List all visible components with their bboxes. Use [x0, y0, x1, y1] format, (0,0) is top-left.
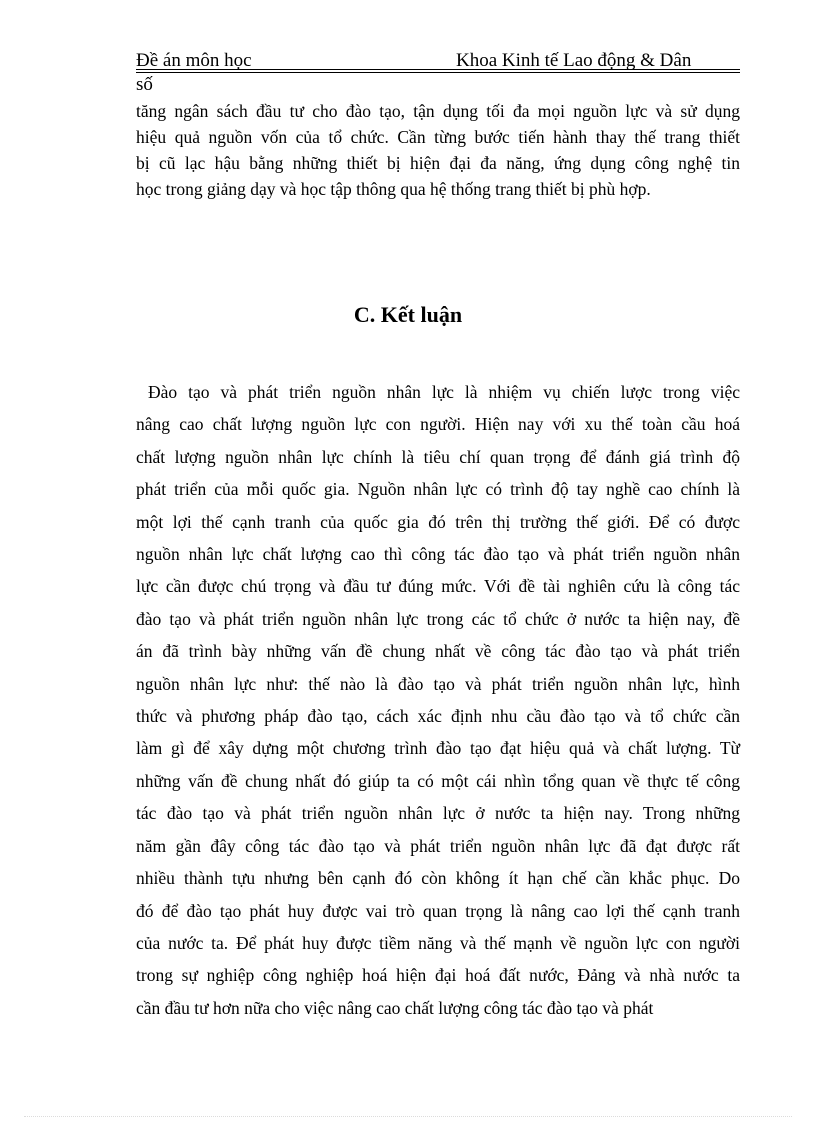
conclusion-line: những vấn đề chung nhất đó giúp ta có một cái nhìn tổng quan về thực tế công — [136, 770, 740, 791]
header-rule-top — [136, 69, 740, 70]
section-title: C. Kết luận — [353, 302, 463, 327]
header-course-title: Đề án môn học — [136, 50, 252, 71]
page-bottom-border — [24, 1116, 792, 1117]
conclusion-line: đào tạo và phát triển nguồn nhân lực trong các tổ chức ở nước ta hiện nay, đề — [136, 608, 740, 629]
conclusion-line: Đào tạo và phát triển nguồn nhân lực là nhiệm vụ chiến lược trong việc — [148, 382, 740, 402]
conclusion-line: chất lượng nguồn nhân lực chính là tiêu chí quan trọng để đánh giá trình độ — [136, 446, 740, 467]
conclusion-paragraph — [136, 376, 740, 1024]
conclusion-line: trong sự nghiệp công nghiệp hoá hiện đại hoá đất nước, Đảng và nhà nước ta — [136, 965, 740, 986]
page-header — [136, 48, 740, 72]
conclusion-line: nguồn nhân lực chất lượng cao thì công tác đào tạo và phát triển nguồn nhân — [136, 544, 740, 565]
conclusion-line: năm gần đây công tác đào tạo và phát triển nguồn nhân lực đã đạt được rất — [136, 835, 740, 856]
conclusion-line: nâng cao chất lượng nguồn lực con người. Hiện nay với xu thế toàn cầu hoá — [136, 414, 740, 435]
conclusion-line: nhiều thành tựu nhưng bên cạnh đó còn không ít hạn chế cần khắc phục. Do — [136, 868, 740, 889]
intro-line: bị cũ lạc hậu bằng những thiết bị hiện đại đa năng, ứng dụng công nghệ tin — [136, 153, 740, 173]
conclusion-line: án đã trình bày những vấn đề chung nhất về công tác đào tạo và phát triển — [136, 641, 740, 662]
conclusion-line: một lợi thế cạnh tranh của quốc gia đó trên thị trường thế giới. Để có được — [136, 511, 740, 532]
conclusion-line: nguồn nhân lực như: thế nào là đào tạo và phát triển nguồn nhân lực, hình — [136, 673, 740, 694]
header-faculty-name-wrap: số — [136, 74, 153, 95]
conclusion-line: đó để đào tạo phát huy được vai trò quan trọng là nâng cao lợi thế cạnh tranh — [136, 900, 740, 921]
conclusion-line: tác đào tạo và phát triển nguồn nhân lực ở nước ta hiện nay. Trong những — [136, 803, 740, 824]
intro-paragraph — [136, 98, 740, 202]
conclusion-line: của nước ta. Để phát huy được tiềm năng và thế mạnh về nguồn lực con người — [136, 932, 740, 953]
conclusion-line: thức và phương pháp đào tạo, cách xác định nhu cầu đào tạo và tổ chức cần — [136, 706, 740, 727]
header-rule-bottom — [136, 72, 740, 73]
conclusion-line: lực cần được chú trọng và đầu tư đúng mức. Với đề tài nghiên cứu là công tác — [136, 576, 740, 597]
intro-line: học trong giảng dạy và học tập thông qua hệ thống trang thiết bị phù hợp. — [136, 179, 651, 199]
conclusion-line: làm gì để xây dựng một chương trình đào tạo đạt hiệu quả và chất lượng. Từ — [136, 738, 740, 759]
conclusion-line: phát triển của mỗi quốc gia. Nguồn nhân lực có trình độ tay nghề cao chính là — [136, 479, 740, 500]
intro-line: hiệu quả nguồn vốn của tổ chức. Cần từng bước tiến hành thay thế trang thiết — [136, 127, 740, 147]
intro-line: tăng ngân sách đầu tư cho đào tạo, tận dụng tối đa mọi nguồn lực và sử dụng — [136, 101, 740, 121]
conclusion-line: cần đầu tư hơn nữa cho việc nâng cao chất lượng công tác đào tạo và phát — [136, 997, 654, 1018]
header-faculty-name: Khoa Kinh tế Lao động & Dân — [456, 50, 692, 71]
